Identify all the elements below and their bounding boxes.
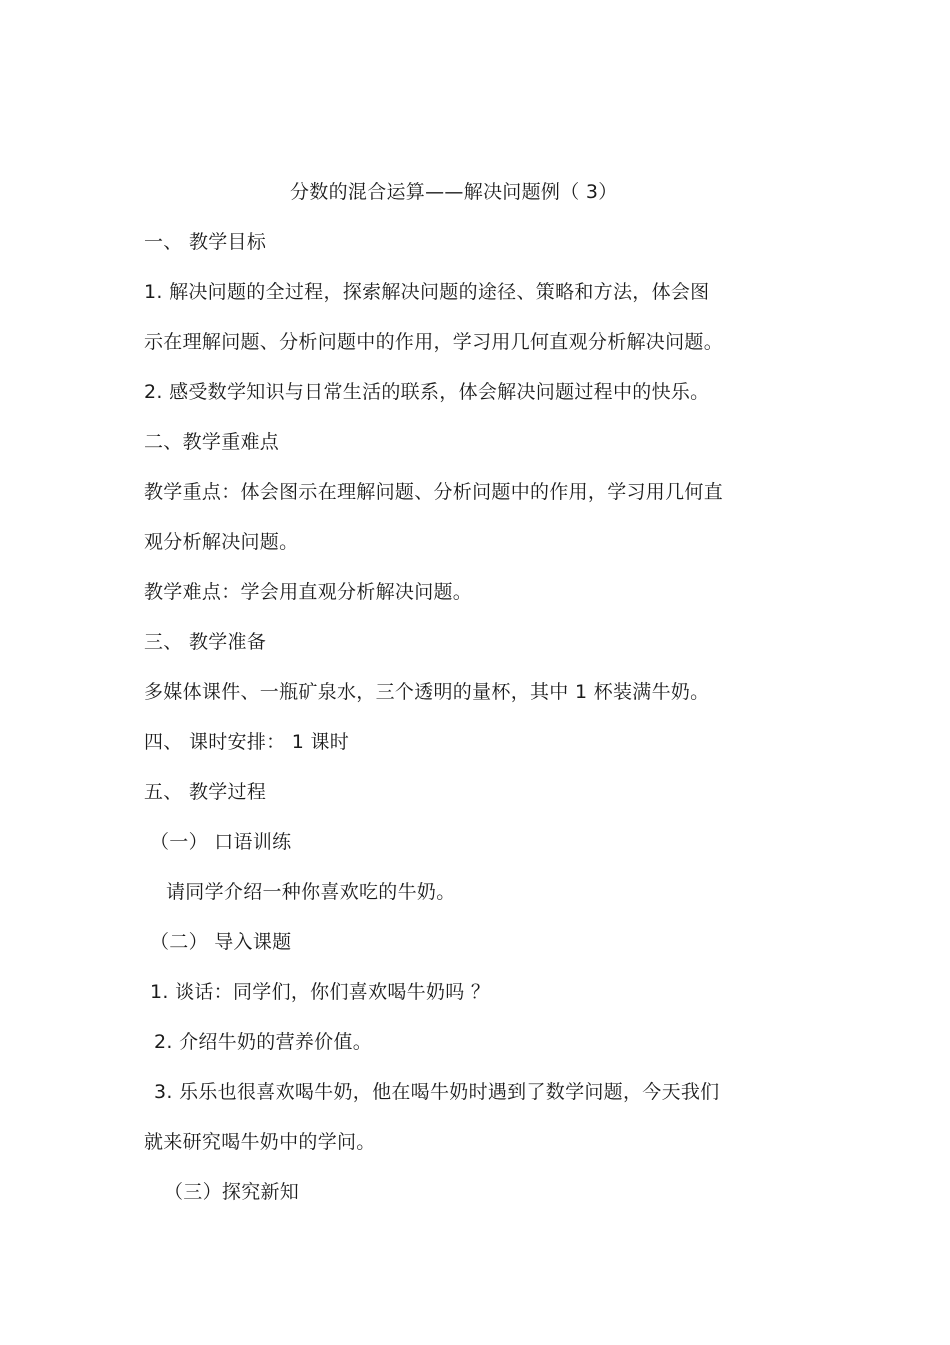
subsection-explore: （三）探究新知 [164, 1181, 300, 1203]
objective-2: 2. 感受数学知识与日常生活的联系，体会解决问题过程中的快乐。 [144, 381, 710, 403]
objective-1-line-2: 示在理解问题、分析问题中的作用，学习用几何直观分析解决问题。 [144, 331, 724, 353]
section-heading-process: 五、 教学过程 [144, 781, 267, 803]
section-heading-key-points: 二、教学重难点 [144, 431, 280, 453]
preparation-materials: 多媒体课件、一瓶矿泉水，三个透明的量杯，其中 1 杯装满牛奶。 [144, 681, 710, 703]
intro-item-2: 2. 介绍牛奶的营养价值。 [154, 1031, 373, 1053]
intro-item-1: 1. 谈话：同学们，你们喜欢喝牛奶吗 ？ [150, 981, 491, 1003]
subsection-introduction: （二） 导入课题 [150, 931, 292, 953]
key-point-line-2: 观分析解决问题。 [144, 531, 299, 553]
oral-training-text: 请同学介绍一种你喜欢吃的牛奶。 [166, 881, 456, 903]
intro-item-3-line-1: 3. 乐乐也很喜欢喝牛奶，他在喝牛奶时遇到了数学问题，今天我们 [154, 1081, 720, 1103]
document-title: 分数的混合运算——解决问题例（ 3） [290, 181, 618, 203]
intro-item-3-line-2: 就来研究喝牛奶中的学问。 [144, 1131, 376, 1153]
section-heading-schedule: 四、 课时安排： 1 课时 [144, 731, 350, 753]
subsection-oral-training: （一） 口语训练 [150, 831, 292, 853]
section-heading-objectives: 一、 教学目标 [144, 231, 267, 253]
section-heading-preparation: 三、 教学准备 [144, 631, 267, 653]
difficult-point: 教学难点：学会用直观分析解决问题。 [144, 581, 473, 603]
objective-1-line-1: 1. 解决问题的全过程，探索解决问题的途径、策略和方法，体会图 [144, 281, 710, 303]
key-point-line-1: 教学重点：体会图示在理解问题、分析问题中的作用，学习用几何直 [144, 481, 724, 503]
